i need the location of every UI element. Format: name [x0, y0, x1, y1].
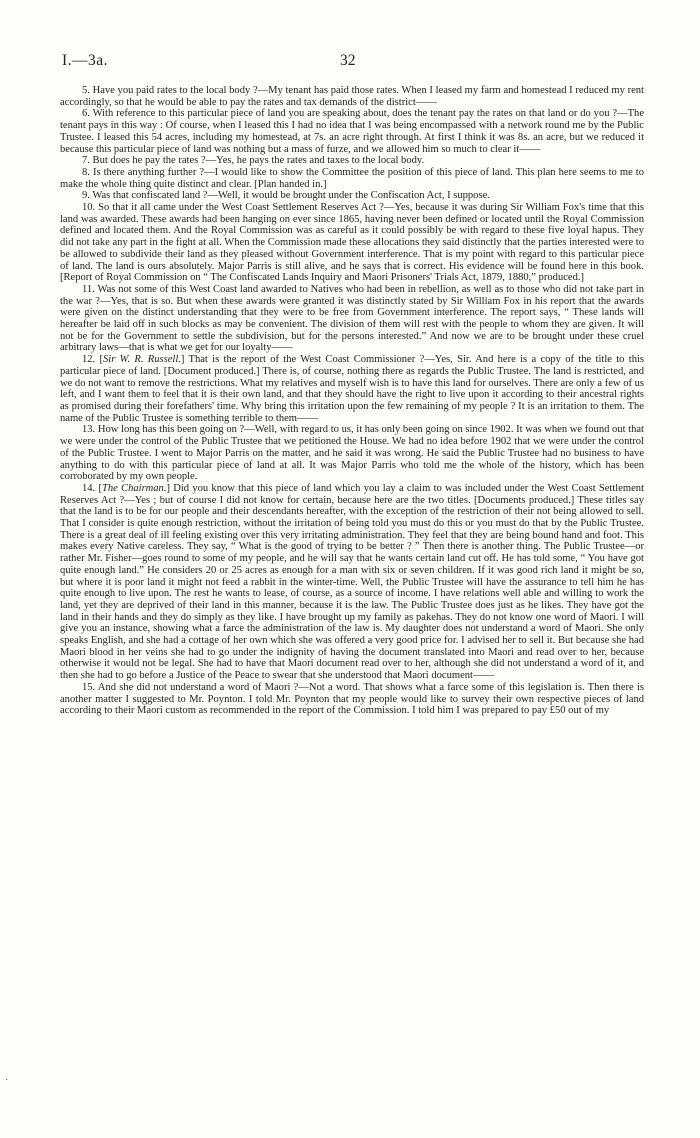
- parliamentary-paper-reference: I.—3a.: [62, 52, 109, 69]
- paragraph-14: 14. [The Chairman.] Did you know that this piece of land which you lay a claim to was included under the West Coast Settlement Reserves Act ?—Yes ; but of course I did not know for certain, because here are the two titles. [Documents produced.] These titles say that the land is to be for our people and their descendants hereafter, with the exception of the restriction of their not being allowed to sell. That I consider is quite enough restriction, without the irritation of being told you must do this or you must do that by the Public Trustee. There is a great deal of ill feeling existing over this very irritating administration. They feel that they are being bound hand and foot. This makes every Native careless. They say, “ What is the good of trying to be better ? ” Then there is another thing. The Public Trustee—or rather Mr. Fisher—goes round to some of my people, and he will say that he wants certain land cut off. He has told some, “ You have got quite enough land.” He considers 20 or 25 acres as enough for a man with six or seven children. If it was good rich land it might be so, but where it is poor land it might not feed a rabbit in the winter-time. Well, the Public Trustee will have the assurance to tell him he has quite enough to live upon. The rest he wants to lease, of course, as a source of income. I have relations well able and willing to work the land, yet they are deprived of their land in this manner, because it is the law. The Public Trustee does just as he likes. They have got the land in their hands and they do simply as they like. I have brought up my family as pakehas. They do not know one word of Maori. I will give you an instance, showing what a farce the administration of the law is. My daughter does not understand a word of Maori. She only speaks English, and she had a cottage of her own which she was offered a very good price for. I advised her to sell it. But because she had Maori blood in her veins she had to go under the indignity of having the document translated into Maori and read over to her, because otherwise it would not be legal. She had to have that Maori document read over to her, although she did not understand a word of it, and then she had to go before a Justice of the Peace to swear that she understood that Maori document——: [60, 482, 644, 682]
- paragraph-14-text: Did you know that this piece of land which you lay a claim to was included under the West Coast Settlement Reserves Act ?—Yes ; but of course I did not know for certain, because here are the two titles. [Documents produced.] These titles say that the land is to be for our people and their descendants hereafter, with the exception of the restriction of their not being allowed to sell. That I consider is quite enough restriction, without the irritation of being told you must do this or you must do that by the Public Trustee. There is a great deal of ill feeling existing over this very irritating administration. They feel that they are being bound hand and foot. This makes every Native careless. They say, “ What is the good of trying to be better ? ” Then there is another thing. The Public Trustee—or rather Mr. Fisher—goes round to some of my people, and he will say that he wants certain land cut off. He has told some, “ You have got quite enough land.” He considers 20 or 25 acres as enough for a man with six or seven children. If it was good rich land it might be so, but where it is poor land it might not feed a rabbit in the winter-time. Well, the Public Trustee will have the assurance to tell him he has quite enough to live upon. The rest he wants to lease, of course, as a source of income. I have relations well able and willing to work the land, yet they are deprived of their land in this manner, because it is the law. The Public Trustee does just as he likes. They have got the land in their hands and they do simply as they like. I have brought up my family as pakehas. They do not know one word of Maori. I will give you an instance, showing what a farce the administration of the law is. My daughter does not understand a word of Maori. She only speaks English, and she had a cottage of her own which she was offered a very good price for. I advised her to sell it. But because she had Maori blood in her veins she had to go under the indignity of having the document translated into Maori and read over to her, because otherwise it would not be legal. She had to have that Maori document read over to her, although she did not understand a word of it, and then she had to go before a Justice of the Peace to swear that she understood that Maori document——: [60, 482, 644, 682]
- paragraph-10: 10. So that it all came under the West Coast Settlement Reserves Act ?—Yes, because it was during Sir William Fox's time that this land was awarded. These awards had been hanging on ever since 1865, having never been defined or located until the Royal Commission defined and located them. And the Royal Commission was as careful as it could possibly be with regard to these five loyal hapus. They did not take any part in the fight at all. When the Commission made these allocations they said distinctly that the parties interested were to be allowed to subdivide their land as they pleased without Government interference. That is my point with regard to this particular piece of land. The land is ours absolutely. Major Parris is still alive, and he says that is correct. His evidence will be found here in this book. [Report of Royal Commission on “ The Confiscated Lands Inquiry and Maori Prisoners' Trials Act, 1879, 1880,” produced.]: [60, 202, 644, 284]
- paragraph-8: 8. Is there anything further ?—I would like to show the Committee the position of this piece of land. This plan here seems to me to make the whole thing quite distinct and clear. [Plan handed in.]: [60, 166, 644, 190]
- page-header: [0, 52, 700, 74]
- evidence-text: [60, 85, 644, 717]
- speaker-name: The Chairman.: [101, 482, 167, 494]
- paragraph-6: 6. With reference to this particular piece of land you are speaking about, does the tenant pay the rates on that land or do you ?—The tenant pays in this way : Of course, when I leased this I had no idea that I was being encompassed with a network round me by the Public Trustee. I leased this 54 acres, including my homestead, at 7s. an acre right through. At first I think it was 8s. an acre, but we reduced it because this particular piece of land was nothing but a mass of furze, and we allowed him so much to clear it——: [60, 108, 644, 155]
- paragraph-15: 15. And she did not understand a word of Maori ?—Not a word. That shows what a farce some of this legislation is. Then there is another matter I suggested to Mr. Poynton. I told Mr. Poynton that my people would like to survey their own respective pieces of land according to their Maori custom as recommended in the report of the Commission. I told him I was prepared to pay £50 out of my: [60, 681, 644, 717]
- margin-mark: ·: [5, 1075, 9, 1086]
- speaker-name: Sir W. R. Russell.: [103, 354, 181, 366]
- page-number: 32: [340, 52, 356, 69]
- paragraph-7: 7. But does he pay the rates ?—Yes, he pays the rates and taxes to the local body.: [82, 155, 425, 167]
- paragraph-13: 13. How long has this been going on ?—Well, with regard to us, it has only been going on since 1902. It was when we found out that we were under the control of the Public Trustee that we petitioned the House. We had no idea before 1902 that we were under the control of the Public Trustee. I went to Major Parris on the matter, and he said it was wrong. He said the Public Trustee had no business to have anything to do with this particular piece of land at all. It was Major Parris who told me the whole of the history, which has been corroborated by my own people.: [60, 424, 644, 483]
- paragraph-9: 9. Was that confiscated land ?—Well, it would be brought under the Confiscation Act, I suppose.: [82, 190, 490, 202]
- paragraph-12: 12. [Sir W. R. Russell.] That is the report of the West Coast Commissioner ?—Yes, Sir. And here is a copy of the title to this particular piece of land. [Document produced.] There is, of course, nothing there as regards the Public Trustee. The land is restricted, and we do not want to remove the restrictions. What my relatives and myself wish is to have this land for ourselves. There are only a few of us left, and I want them to feel that it is their own land, and that they should have the right to live upon it according to their ancestral rights as promised during their forefathers' time. Why bring this irritation upon the few remaining of my people ? It is an irritation to them. The name of the Public Trustee is something terrible to them——: [60, 354, 644, 424]
- paragraph-11: 11. Was not some of this West Coast land awarded to Natives who had been in rebellion, as well as to those who did not take part in the war ?—Yes, that is so. But when these awards were granted it was distinctly stated by Sir William Fox in his report that the awards were given on the distinct understanding that they were to be free from Government interference. The report says, “ These lands will hereafter be laid off in such blocks as may be convenient. The division of them will rest with the people to whom they are given. It will not be for the Government to settle the subdivision, but for the persons interested.” And now we are to be brought under these cruel arbitrary laws—that is what we get for our loyalty——: [60, 283, 644, 354]
- paragraph-12-text: That is the report of the West Coast Commissioner ?—Yes, Sir. And here is a copy of the title to this particular piece of land. [Document produced.] There is, of course, nothing there as regards the Public Trustee. The land is restricted, and we do not want to remove the restrictions. What my relatives and myself wish is to have this land for ourselves. There are only a few of us left, and I want them to feel that it is their own land, and that they should have the right to live upon it according to their ancestral rights as promised during their forefathers' time. Why bring this irritation upon the few remaining of my people ? It is an irritation to them. The name of the Public Trustee is something terrible to them——: [60, 354, 644, 424]
- paragraph-5: 5. Have you paid rates to the local body ?—My tenant has paid those rates. When I leased my farm and homestead I reduced my rent accordingly, so that he would be able to pay the rates and tax demands of the district——: [60, 85, 644, 108]
